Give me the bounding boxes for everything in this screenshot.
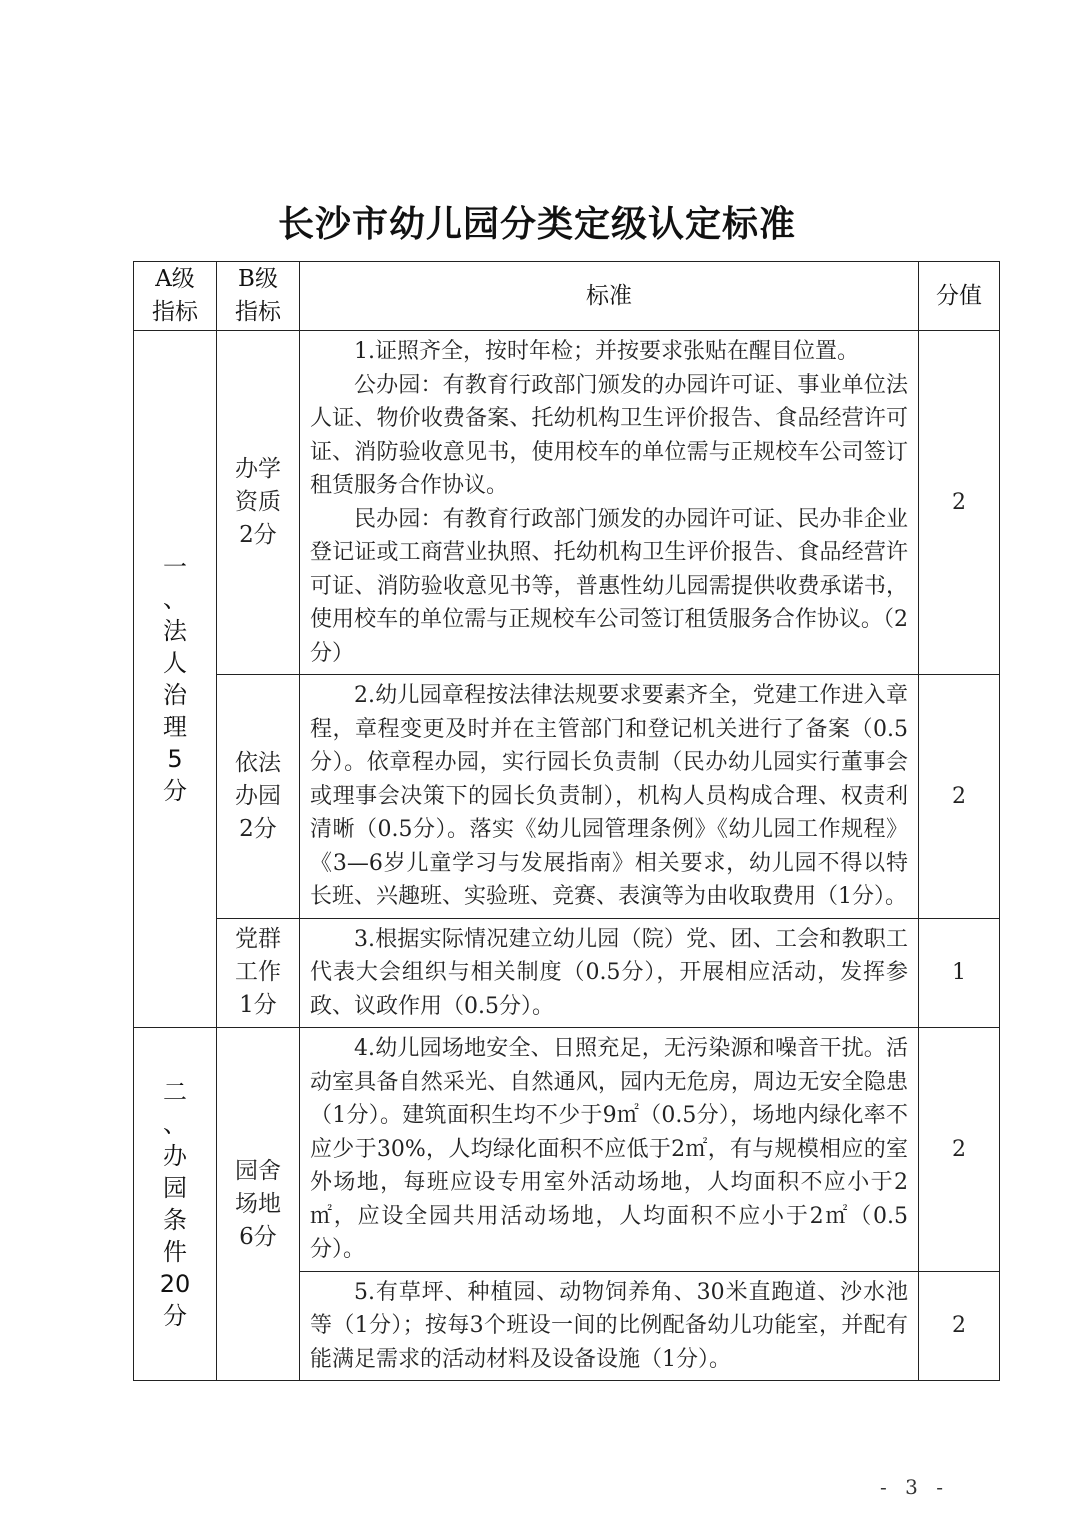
standard-paragraph: 民办园：有教育行政部门颁发的办园许可证、民办非企业登记证或工商营业执照、托幼机构卫生评价报告、食品经营许可证、消防验收意见书等，普惠性幼儿园需提供收费承诺书，使用校车的单位需与正规校车公司签订租赁服务合作协议。（2分） (310, 506, 908, 666)
b-label-line: 工作 (235, 959, 281, 986)
standard-text (300, 1271, 919, 1381)
b-label-line: 依法 (235, 749, 281, 776)
b-label-line: 2分 (239, 815, 277, 842)
table-row (134, 1028, 1000, 1272)
header-a-line1: A级 (155, 266, 195, 292)
b-label-line: 6分 (239, 1223, 277, 1250)
standard-paragraph: 2.幼儿园章程按法律法规要求要素齐全，党建工作进入章程，章程变更及时并在主管部门和登记机关进行了备案（0.5分）。依章程办园，实行园长负责制（民办幼儿园实行董事会或理事会决策下的园长负责制），机构人员构成合理、权责利清晰（0.5分）。落实《幼儿园管理条例》《幼儿园工作规程》《3—6岁儿童学习与发展指南》相关要求，幼儿园不得以特长班、兴趣班、实验班、竞赛、表演等为由收取费用（1分）。 (310, 683, 908, 909)
a-label-char: 法 (163, 617, 187, 645)
a-label-char: 、 (163, 1110, 187, 1138)
header-b-line2: 指标 (235, 299, 281, 325)
b-label-line: 园舍 (235, 1157, 281, 1184)
a-label-char: 、 (163, 585, 187, 613)
a-label-char: 办 (163, 1142, 187, 1170)
a-label-char: 5 (167, 745, 183, 773)
a-label-char: 园 (163, 1174, 187, 1202)
a-label-char: 分 (163, 777, 187, 805)
header-score: 分值 (919, 262, 1000, 331)
b-label-line: 党群 (235, 926, 281, 953)
page-number: - 3 - (880, 1475, 949, 1499)
a-level-indicator-1 (134, 331, 217, 1028)
standard-paragraph: 公办园：有教育行政部门颁发的办园许可证、事业单位法人证、物价收费备案、托幼机构卫生评价报告、食品经营许可证、消防验收意见书，使用校车的单位需与正规校车公司签订租赁服务合作协议。 (310, 372, 908, 498)
score-value: 2 (919, 675, 1000, 919)
header-b-line1: B级 (238, 266, 278, 292)
header-standard: 标准 (300, 262, 919, 331)
a-label-char: 条 (163, 1206, 187, 1234)
b-level-indicator (217, 675, 300, 919)
a-label-char: 件 (163, 1238, 187, 1266)
standard-text (300, 1028, 919, 1272)
table-row (134, 331, 1000, 675)
header-a-line2: 指标 (152, 299, 198, 325)
table-row (134, 918, 1000, 1028)
table-header-row (134, 262, 1000, 331)
standard-paragraph: 4.幼儿园场地安全、日照充足，无污染源和噪音干扰。活动室具备自然采光、自然通风，园内无危房，周边无安全隐患（1分）。建筑面积生均不少于9㎡（0.5分），场地内绿化率不应少于30%，人均绿化面积不应低于2㎡，有与规模相应的室外场地，每班应设专用室外活动场地，人均面积不应小于2㎡，应设全园共用活动场地，人均面积不应小于2㎡（0.5分）。 (310, 1036, 908, 1262)
b-label-line: 办园 (235, 782, 281, 809)
standard-text (300, 331, 919, 675)
standard-paragraph: 3.根据实际情况建立幼儿园（院）党、团、工会和教职工代表大会组织与相关制度（0.5分），开展相应活动，发挥参政、议政作用（0.5分）。 (310, 926, 908, 1019)
standard-paragraph: 5.有草坪、种植园、动物饲养角、30米直跑道、沙水池等（1分）；按每3个班设一间的比例配备幼儿功能室，并配有能满足需求的活动材料及设备设施（1分）。 (310, 1279, 908, 1372)
score-value: 2 (919, 331, 1000, 675)
a-label-char: 二 (163, 1078, 187, 1106)
b-label-line: 场地 (235, 1190, 281, 1217)
b-level-indicator (217, 918, 300, 1028)
a-level-indicator-2 (134, 1028, 217, 1381)
a-label-char: 分 (163, 1302, 187, 1330)
score-value: 1 (919, 918, 1000, 1028)
score-value: 2 (919, 1271, 1000, 1381)
header-a-level (134, 262, 217, 331)
a-label-char: 理 (163, 713, 187, 741)
score-value: 2 (919, 1028, 1000, 1272)
b-label-line: 1分 (239, 992, 277, 1019)
header-b-level (217, 262, 300, 331)
standard-text (300, 918, 919, 1028)
b-label-line: 办学 (235, 456, 281, 482)
standard-text (300, 675, 919, 919)
b-label-line: 2分 (239, 522, 277, 548)
page-title: 长沙市幼儿园分类定级认定标准 (277, 203, 796, 245)
b-level-indicator (217, 1028, 300, 1381)
standard-paragraph: 1.证照齐全，按时年检；并按要求张贴在醒目位置。 (354, 339, 859, 364)
a-label-char: 20 (159, 1270, 191, 1298)
a-label-char: 一 (163, 553, 187, 581)
standards-table (133, 261, 1000, 1381)
a-label-char: 人 (163, 649, 187, 677)
table-row (134, 675, 1000, 919)
b-level-indicator (217, 331, 300, 675)
a-label-char: 治 (163, 681, 187, 709)
b-label-line: 资质 (235, 489, 281, 515)
